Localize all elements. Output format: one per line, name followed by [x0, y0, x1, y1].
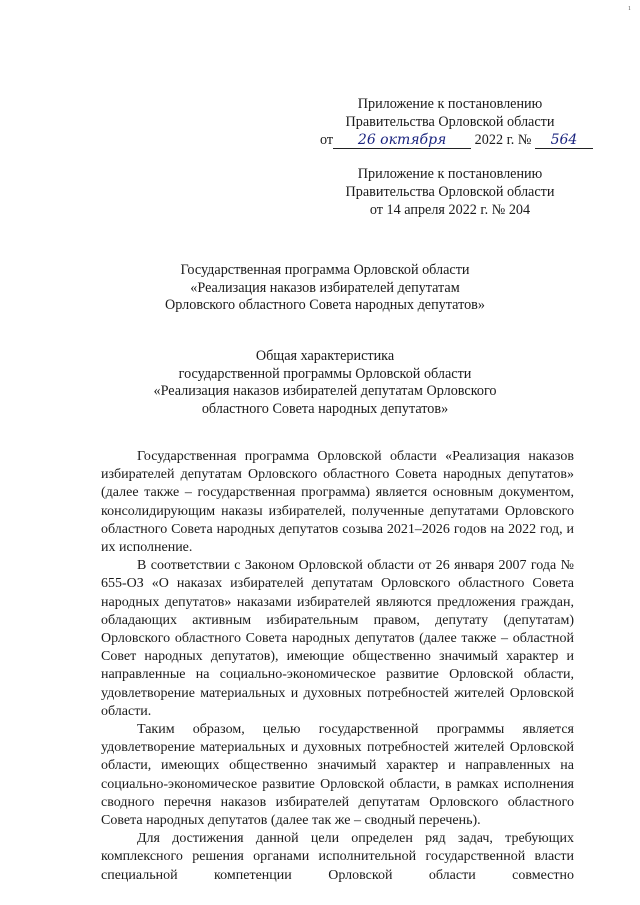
program-title-line2: «Реализация наказов избирателей депутатам: [190, 279, 460, 296]
body-text: [101, 448, 574, 885]
paragraph-1: Государственная программа Орловской области «Реализация наказов избирателей депутатам Орловского областного Совета народных депутатов» (далее также – государственная программа) является основным документом, консолидирующим наказы избирателей, полученные депутатами Орловского областного Совета народных депутатов созыва 2021–2026 годов на 2022 год, и их исполнение.: [101, 449, 574, 556]
date-year: 2022 г. №: [474, 132, 532, 148]
program-title-line1: Государственная программа Орловской области: [180, 262, 470, 278]
program-title: [90, 262, 560, 315]
section-title-line1: Общая характеристика: [255, 348, 395, 364]
section-title-line2: государственной программы Орловской области: [178, 365, 472, 382]
approval-header-line1: Приложение к постановлению: [357, 96, 543, 112]
date-prefix: от: [320, 132, 334, 148]
original-header-line1: Приложение к постановлению: [357, 166, 543, 182]
handwritten-number: 564: [535, 132, 593, 149]
section-title-line3: «Реализация наказов избирателей депутатам Орловского: [153, 383, 497, 399]
page-corner-mark: 1: [628, 6, 631, 12]
approval-date-line: [300, 131, 600, 149]
paragraph-2: В соответствии с Законом Орловской области от 26 января 2007 года № 655-ОЗ «О наказах избирателей депутатам Орловского областного Совета народных депутатов» наказами избирателей являются предложения граждан, обладающих активным избирательным правом, депутату (депутатам) Орловского областного Совета народных депутатов (далее также – областной Совет народных депутатов), имеющие общественно значимый характер и направленные на социально-экономическое развитие Орловской области, удовлетворение материальных и духовных потребностей жителей Орловской области.: [101, 558, 574, 719]
paragraph-4: Для достижения данной цели определен ряд задач, требующих комплексного решения органами исполнительной государственной власти специальной компетенции Орловской области совместно: [101, 831, 574, 883]
section-title-line4: областного Совета народных депутатов»: [201, 400, 449, 417]
section-title: [90, 348, 560, 418]
original-header: [300, 165, 600, 219]
approval-header-line2: Правительства Орловской области: [345, 114, 555, 130]
program-title-line3: Орловского областного Совета народных депутатов»: [165, 297, 485, 313]
handwritten-date: 26 октября: [333, 132, 471, 149]
original-header-line2: Правительства Орловской области: [345, 184, 555, 200]
paragraph-3: Таким образом, целью государственной программы является удовлетворение материальных и духовных потребностей жителей Орловской области, имеющих общественно значимый характер и направленных на социально-экономическое развитие Орловской области, в рамках исполнения сводного перечня наказов избирателей депутатам Орловского областного Совета народных депутатов (далее так же – сводный перечень).: [101, 722, 574, 829]
approval-header: [300, 95, 600, 149]
original-header-line3: от 14 апреля 2022 г. № 204: [369, 202, 531, 218]
